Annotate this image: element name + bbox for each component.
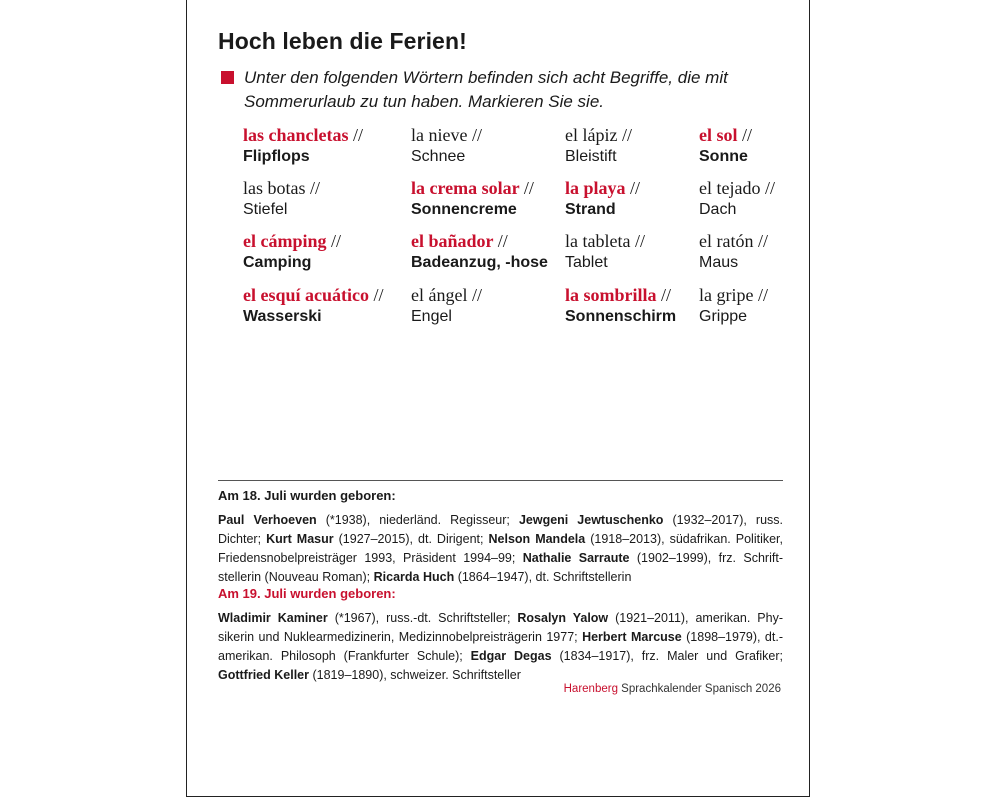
- separator: //: [373, 285, 384, 305]
- person-description: (1918–2013), südafrikan. Politiker, Friedensnobelpreisträger 1993, Präsident 1994–99;: [218, 532, 783, 565]
- german-translation: Sonne: [699, 148, 748, 165]
- word-pair: [565, 124, 632, 168]
- word-pair: [243, 284, 384, 328]
- separator: //: [742, 125, 753, 145]
- spanish-word-text: el cámping: [243, 231, 327, 251]
- german-translation: Schnee: [411, 148, 466, 165]
- person-name: Kurt Masur: [266, 532, 334, 546]
- spanish-word: [565, 124, 632, 146]
- word-pair: [699, 124, 752, 168]
- word-pair: [565, 284, 676, 328]
- spanish-word: [565, 177, 640, 199]
- born-19-heading: Am 19. Juli wurden geboren:: [218, 586, 396, 601]
- person-name: Nathalie Sarraute: [522, 551, 630, 565]
- spanish-word-text: la tableta: [565, 231, 631, 251]
- german-translation: Engel: [411, 308, 452, 325]
- person-name: Gottfried Keller: [218, 668, 309, 682]
- spanish-word: [411, 177, 534, 199]
- german-translation: Strand: [565, 201, 616, 218]
- page-title: Hoch leben die Ferien!: [218, 28, 467, 54]
- separator: //: [764, 178, 775, 198]
- german-translation: Sonnencreme: [411, 201, 517, 218]
- spanish-word-text: el bañador: [411, 231, 494, 251]
- person-description: (*1938), niederländ. Regisseur;: [316, 513, 519, 527]
- word-pair: [411, 124, 482, 168]
- spanish-word: [565, 284, 676, 306]
- word-pair: [243, 177, 320, 221]
- separator: //: [331, 231, 342, 251]
- person-description: (1927–2015), dt. Dirigent;: [333, 532, 489, 546]
- person-description: (1932–2017), russ. Dichter;: [218, 513, 783, 546]
- person-name: Paul Verhoeven: [218, 513, 317, 527]
- spanish-word: [411, 124, 482, 146]
- word-pair: [699, 230, 768, 274]
- instruction-marker-icon: [221, 71, 234, 84]
- word-pair: [699, 284, 768, 328]
- person-name: Edgar Degas: [470, 649, 552, 663]
- divider: [218, 480, 783, 481]
- separator: //: [661, 285, 672, 305]
- separator: //: [497, 231, 508, 251]
- spanish-word: [699, 177, 775, 199]
- word-pair: [243, 230, 341, 274]
- german-translation: Badeanzug, -hose: [411, 254, 548, 271]
- person-description: (1898–1979), dt.-amerikan. Philosoph (Frankfurter Schule);: [218, 630, 783, 663]
- spanish-word-text: el lápiz: [565, 125, 618, 145]
- spanish-word-text: la sombrilla: [565, 285, 657, 305]
- separator: //: [471, 285, 482, 305]
- german-translation: Dach: [699, 201, 737, 218]
- spanish-word-text: la playa: [565, 178, 626, 198]
- footer-text: Sprachkalender Spanisch 2026: [617, 683, 781, 695]
- spanish-word: [243, 284, 384, 306]
- spanish-word-text: la crema solar: [411, 178, 520, 198]
- born-july-19: [218, 584, 783, 685]
- german-translation: Maus: [699, 254, 739, 271]
- person-name: Nelson Mandela: [488, 532, 586, 546]
- spanish-word-text: el esquí acuático: [243, 285, 369, 305]
- person-name: Wladimir Kaminer: [218, 611, 328, 625]
- spanish-word: [565, 230, 645, 252]
- person-name: Herbert Marcuse: [582, 630, 682, 644]
- separator: //: [310, 178, 321, 198]
- spanish-word-text: las botas: [243, 178, 306, 198]
- spanish-word: [699, 284, 768, 306]
- spanish-word: [243, 124, 363, 146]
- separator: //: [757, 285, 768, 305]
- person-description: (1921–2011), amerikan. Physikerin und Nuklearmedizinerin, Medizinnobelpreisträgerin 1977;: [218, 611, 784, 644]
- person-description: (*1967), russ.-dt. Schriftsteller;: [327, 611, 518, 625]
- separator: //: [634, 231, 645, 251]
- footer-brand: Harenberg: [563, 683, 618, 695]
- german-translation: Sonnenschirm: [565, 308, 677, 325]
- german-translation: Stiefel: [243, 201, 288, 218]
- born-19-text: [218, 609, 783, 685]
- word-pair: [243, 124, 363, 168]
- spanish-word: [243, 230, 341, 252]
- spanish-word-text: el ratón: [699, 231, 754, 251]
- spanish-word: [411, 230, 548, 252]
- person-description: (1834–1917), frz. Maler und Grafiker;: [551, 649, 783, 663]
- spanish-word: [699, 230, 768, 252]
- german-translation: Camping: [243, 254, 312, 271]
- spanish-word-text: el ángel: [411, 285, 468, 305]
- person-description: (1902–1999), frz. Schriftstellerin (Nouveau Roman);: [218, 551, 783, 584]
- person-description: (1864–1947), dt. Schriftstellerin: [454, 570, 632, 584]
- word-pair: [411, 230, 548, 274]
- separator: //: [621, 125, 632, 145]
- separator: //: [353, 125, 364, 145]
- born-july-18: [218, 486, 783, 587]
- spanish-word-text: el tejado: [699, 178, 761, 198]
- separator: //: [523, 178, 534, 198]
- german-translation: Bleistift: [565, 148, 617, 165]
- spanish-word-text: las chancletas: [243, 125, 349, 145]
- spanish-word: [699, 124, 752, 146]
- separator: //: [471, 125, 482, 145]
- word-pair: [565, 230, 645, 274]
- spanish-word-text: la nieve: [411, 125, 468, 145]
- word-pair: [699, 177, 775, 221]
- separator: //: [757, 231, 768, 251]
- spanish-word: [411, 284, 482, 306]
- calendar-page: [186, 0, 810, 797]
- footer: [564, 683, 781, 695]
- german-translation: Grippe: [699, 308, 748, 325]
- instruction-text: Unter den folgenden Wörtern befinden sich acht Begriffe, die mit Sommerurlaub zu tun haben. Markieren Sie sie.: [244, 68, 728, 111]
- word-pair: [411, 284, 482, 328]
- word-pair: [411, 177, 534, 221]
- separator: //: [630, 178, 641, 198]
- german-translation: Flipflops: [243, 148, 310, 165]
- person-name: Rosalyn Yalow: [517, 611, 609, 625]
- spanish-word-text: el sol: [699, 125, 738, 145]
- person-name: Ricarda Huch: [373, 570, 455, 584]
- spanish-word-text: la gripe: [699, 285, 754, 305]
- born-18-heading: Am 18. Juli wurden geboren:: [218, 488, 396, 503]
- born-18-text: [218, 511, 783, 587]
- person-name: Jewgeni Jewtuschenko: [518, 513, 664, 527]
- german-translation: Tablet: [565, 254, 608, 271]
- german-translation: Wasserski: [243, 308, 322, 325]
- spanish-word: [243, 177, 320, 199]
- word-pair: [565, 177, 640, 221]
- person-description: (1819–1890), schweizer. Schriftsteller: [309, 668, 521, 682]
